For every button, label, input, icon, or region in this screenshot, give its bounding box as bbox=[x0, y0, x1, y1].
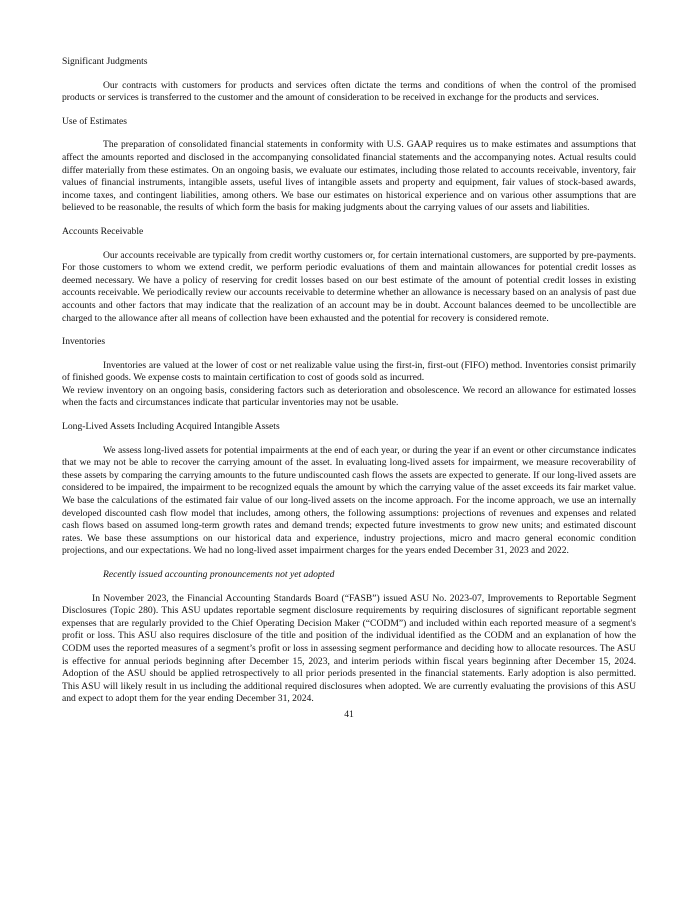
significant-judgments-paragraph: Our contracts with customers for products and services often dictate the terms and conditions of when the control of the promised products or services is transferred to the customer and the amount of consideration to be received in exchange for the products and services. bbox=[62, 79, 636, 104]
long-lived-assets-heading: Long-Lived Assets Including Acquired Intangible Assets bbox=[62, 421, 280, 433]
page-number: 41 bbox=[344, 708, 354, 720]
accounts-receivable-paragraph: Our accounts receivable are typically from credit worthy customers or, for certain international customers, are supported by pre-payments. For those customers to whom we extend credit, we perform periodic evaluations of them and maintain allowances for potential credit losses as deemed necessary. We have a policy of reserving for credit losses based on our best estimate of the amount of potential credit losses in existing accounts receivable. We periodically review our accounts receivable to determine whether an allowance is necessary based on an analysis of past due accounts and other factors that may indicate that the realization of an account may be in doubt. Account balances deemed to be uncollectible are charged to the allowance after all means of collection have been exhausted and the potential for recovery is considered remote. bbox=[62, 249, 636, 324]
significant-judgments-heading: Significant Judgments bbox=[62, 56, 148, 67]
use-of-estimates-heading: Use of Estimates bbox=[62, 115, 128, 127]
inventories-line-2: We review inventory on an ongoing basis, considering factors such as deterioration and obsolescence. We record an allowance for estimated losses when the facts and circumstances indicate that particular inventories may not be usable. bbox=[62, 384, 636, 409]
use-of-estimates-paragraph: The preparation of consolidated financial statements in conformity with U.S. GAAP requires us to make estimates and assumptions that affect the amounts reported and disclosed in the accompanying consolidated financial statements and the accompanying notes. Actual results could differ materially from these estimates. On an ongoing basis, we evaluate our estimates, including those related to accounts receivable, inventory, fair values of financial instruments, intangible assets, useful lives of intangible assets and property and equipment, fair values of stock-based awards, income taxes, and contingent liabilities, among others. We base our estimates on historical experience and on various other assumptions that are believed to be reasonable, the results of which form the basis for making judgments about the carrying values of our assets and liabilities. bbox=[62, 139, 636, 214]
long-lived-assets-paragraph: We assess long-lived assets for potential impairments at the end of each year, or during the year if an event or other circumstance indicates that we may not be able to recover the carrying amount of the asset. In evaluating long-lived assets for impairment, we measure recoverability of these assets by comparing the carrying amounts to the future undiscounted cash flows the assets are expected to generate. If our long-lived assets are considered to be impaired, the impairment to be recognized equals the amount by which the carrying value of the asset exceeds its fair market value. We base the calculations of the estimated fair value of our long-lived assets on the income approach. For the income approach, we use an internally developed discounted cash flow model that includes, among others, the following assumptions: projections of revenues and expenses and related cash flows based on assumed long-term growth rates and demand trends; expected future investments to grow new units; and estimated discount rates. We base these assumptions on our historical data and experience, industry projections, micro and macro general economic condition projections, and our expectations. We had no long-lived asset impairment charges for the years ended December 31, 2023 and 2022. bbox=[62, 444, 636, 557]
recent-pronouncements-paragraph: In November 2023, the Financial Accounting Standards Board (“FASB”) issued ASU No. 2023-07, Improvements to Reportable Segment Disclosures (Topic 280). This ASU updates reportable segment disclosure requirements by requiring disclosures of significant reportable segment expenses that are regularly provided to the Chief Operating Decision Maker (“CODM”) and included within each reported measure of a segment's profit or loss. This ASU also requires disclosure of the title and position of the individual identified as the CODM and an explanation of how the CODM uses the reported measures of a segment’s profit or loss in assessing segment performance and deciding how to allocate resources. The ASU is effective for annual periods beginning after December 15, 2023, and interim periods within fiscal years beginning after December 15, 2024. Adoption of the ASU should be applied retrospectively to all prior periods presented in the financial statements. Early adoption is also permitted. This ASU will likely result in us including the additional required disclosures when adopted. We are currently evaluating the provisions of this ASU and expect to adopt them for the year ending December 31, 2024. bbox=[62, 592, 636, 705]
document-page bbox=[62, 56, 636, 722]
recent-pronouncements-heading: Recently issued accounting pronouncements not yet adopted bbox=[103, 569, 335, 580]
inventories-line-1: Inventories are valued at the lower of cost or net realizable value using the first-in, first-out (FIFO) method. Inventories consist primarily of finished goods. We expense costs to maintain certification to cost of goods sold as incurred. bbox=[62, 359, 636, 384]
inventories-heading: Inventories bbox=[62, 336, 106, 348]
accounts-receivable-heading: Accounts Receivable bbox=[62, 225, 144, 237]
inventories-paragraph bbox=[62, 360, 636, 410]
